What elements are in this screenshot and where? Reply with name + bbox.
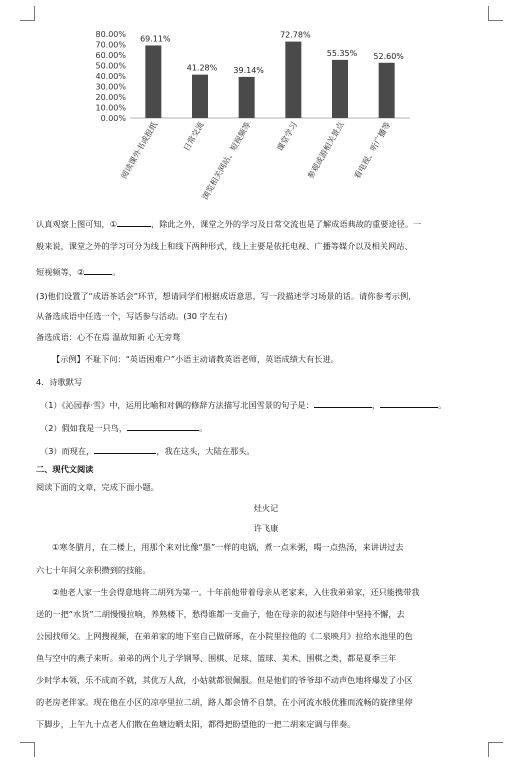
question-3-line-2: 从备选成语中任选一个，写话参与活动。(30 字左右) [36,311,228,321]
paragraph-2-line-5: 少时学本领，乐不成而不就，其优万人敌，小姑就都很佩服。但是他们的爷爷却不动声色地将爆发了小区 [36,675,413,685]
paragraph-1-line-2: 六七十年间父亲积攒到的技能。 [36,565,151,575]
paragraph-2-line-1: ②他老人家一生会得意地将二胡列为第一。十年前他带着母亲从老家来，入住我弟弟家，还只能携带我 [52,587,420,597]
answer-blank-5[interactable] [127,422,199,431]
bar-chart [90,28,420,218]
x-tick-label: 浏览相关网站、短视频等 [200,120,253,202]
question-line-1 [36,218,421,228]
y-tick-label: 70.00% [95,40,126,50]
x-tick-label: 课堂学习 [275,120,300,153]
question-text: 短视频等，② [36,267,85,277]
bar [239,77,255,118]
data-label: 39.14% [233,65,264,75]
answer-blank-3[interactable] [314,399,372,408]
section-4-heading: 4．诗歌默写 [36,377,83,387]
answer-blank-2[interactable] [84,266,112,275]
question-line-2 [36,242,413,250]
question-text-cont: ，除此之外，课堂之外的学习及日常交流也是了解成语典故的重要途径。一 [151,219,422,229]
paragraph-1-line-1: ①寒冬腊月，在二楼上，用那个来对比像“墨”一样的电锅，煮一点米粥，喝一点热汤，来讲讲过去 [52,542,404,552]
paragraph-2-line-2: 送的一把“水货”二胡慢慢拉响，养熟楼下，愁得谁都一支曲子，他在母亲的叙述与陪伴中坚持不懈，去 [36,609,405,619]
poem-question-3: （3）而现在， ，我在这头，大陆在那头。 [40,446,255,456]
corner-mark-bottom-left [20,742,35,757]
x-tick-label: 日常交流 [181,120,206,153]
bar [145,45,161,118]
section-2-instruction: 阅读下面的文章，完成下面小题。 [36,482,159,492]
data-label: 55.35% [326,48,358,58]
question-text: 般来说，课堂之外的学习可分为线上和线下两种形式，线上主要是依托电视、广播等媒介以及相关网站、 [36,241,413,251]
data-label: 41.28% [186,63,218,73]
y-tick-label: 30.00% [95,82,126,92]
bar [379,63,395,118]
poem-question-1: （1）《沁园春·雪》中，运用比喻和对偶的修辞方法描写北国雪景的句子是： ， 。 [40,400,447,410]
x-tick-label: 看电视、听广播等 [352,120,393,181]
bar [332,60,348,118]
answer-blank-1[interactable] [117,218,151,227]
answer-blank-4[interactable] [380,399,438,408]
article-author: 许飞康 [253,523,279,533]
question-text: 认真观察上图可知，① [36,219,118,229]
x-tick-label: 阅读课外书或报纸 [119,120,160,181]
paragraph-2-line-3: 公园找师父。上网搜视频，在弟弟家的地下室自己做研琢，在小院里拉他的《二泉映月》拉给水池里的色 [36,631,413,641]
question-3-line-1: (3)他们设置了“成语茶话会”环节，想请同学们根据成语意思，写一段描述学习场景的话。请你参考示例， [36,291,417,301]
answer-blank-6[interactable] [94,445,156,454]
y-tick-label: 50.00% [95,61,126,71]
y-tick-label: 40.00% [95,72,126,81]
poem-question-2: （2）假如我是一只鸟， 。 [40,423,208,433]
corner-mark-bottom-right [488,742,503,757]
question-line-3 [36,266,120,276]
data-label: 72.78% [280,30,311,40]
paragraph-2-line-7: 下脚步，上午九十点老人们散在鱼塘边晒太阳，都得把盼望他的一把二胡来定调与伴奏。 [36,719,356,729]
y-tick-label: 10.00% [95,103,126,113]
y-tick-label: 0.00% [100,114,126,123]
candidate-idioms: 备选成语：心不在焉 温故知新 心无旁骛 [36,332,181,342]
paragraph-2-line-6: 的老房老伴家。现在他在小区的凉亭里拉二胡，路人都会情不自禁，在小河流水般优雅而流畅的旋律里停 [36,697,413,707]
data-label: 52.60% [373,51,404,61]
y-tick-label: 20.00% [95,93,126,102]
y-tick-label: 60.00% [95,51,126,60]
example-text: 【示例】不耻下问：“英语困难户”小语主动请教英语老师，英语成绩大有长进。 [52,354,339,364]
paragraph-2-line-4: 鱼与空中的燕子来听。弟弟的两个儿子学钢琴、围棋、足球、篮球、美术、围棋之类，都是夏季三年 [36,653,397,663]
bar [192,75,208,118]
y-tick-label: 80.00% [95,30,126,39]
corner-mark-top-left [20,6,35,21]
x-tick-label: 参观或游相关景点 [305,120,346,181]
data-label: 69.11% [140,34,171,44]
corner-mark-top-right [488,6,503,21]
bar [285,42,301,118]
question-text: 。 [112,267,121,277]
article-title: 灶火记 [253,503,279,513]
section-2-heading: 二、现代文阅读 [36,464,94,474]
